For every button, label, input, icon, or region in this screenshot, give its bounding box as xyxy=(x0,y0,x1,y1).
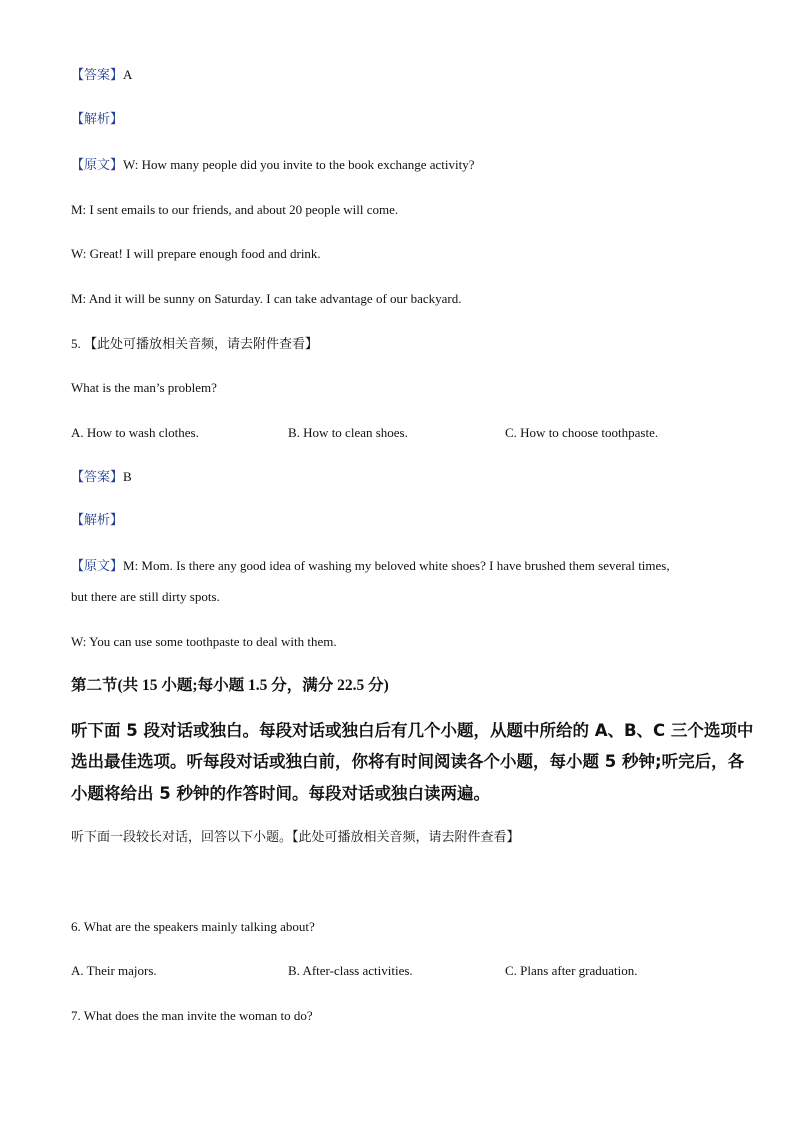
listening-intro: 听下面一段较长对话，回答以下小题。【此处可播放相关音频，请去附件查看】 xyxy=(71,830,520,845)
transcript-tag: 【原文】 xyxy=(71,158,124,173)
answer-tag: 【答案】 xyxy=(71,470,124,485)
instruction-line-3: 小题将给出 5 秒钟的作答时间。每段对话或独白读两遍。 xyxy=(71,784,490,803)
dialogue-line: W: Great! I will prepare enough food and drink. xyxy=(71,246,321,261)
dialogue-line: W: You can use some toothpaste to deal with them. xyxy=(71,634,337,649)
analysis-tag-2: 【解析】 xyxy=(71,513,124,528)
answer-value: A xyxy=(123,67,133,82)
transcript-text: M: Mom. Is there any good idea of washing my beloved white shoes? I have brushed them several times, xyxy=(123,558,670,573)
answer-4-line xyxy=(71,66,132,85)
answer-tag: 【答案】 xyxy=(71,68,124,83)
answer-value: B xyxy=(123,469,132,484)
dialogue-line: M: And it will be sunny on Saturday. I can take advantage of our backyard. xyxy=(71,291,462,306)
instruction-line-1: 听下面 5 段对话或独白。每段对话或独白后有几个小题，从题中所给的 A、B、C 三个选项中 xyxy=(71,721,754,740)
transcript-text: W: How many people did you invite to the book exchange activity? xyxy=(123,157,475,172)
option-c[interactable]: C. How to choose toothpaste. xyxy=(505,425,659,440)
question-6-text: 6. What are the speakers mainly talking about? xyxy=(71,919,315,934)
instruction-line-2: 选出最佳选项。听每段对话或独白前，你将有时间阅读各个小题，每小题 5 秒钟;听完后，各 xyxy=(71,752,745,771)
answer-5-line xyxy=(71,468,132,487)
option-b[interactable]: B. After-class activities. xyxy=(288,963,413,978)
option-c[interactable]: C. Plans after graduation. xyxy=(505,963,638,978)
transcript-2-line xyxy=(71,557,670,576)
question-5-text: What is the man’s problem? xyxy=(71,380,217,395)
section-2-heading: 第二节(共 15 小题;每小题 1.5 分，满分 22.5 分) xyxy=(71,677,389,694)
option-b[interactable]: B. How to clean shoes. xyxy=(288,425,408,440)
transcript-tag: 【原文】 xyxy=(71,559,124,574)
question-5-line xyxy=(71,335,318,354)
transcript-1-line xyxy=(71,156,475,175)
transcript-2-continued: but there are still dirty spots. xyxy=(71,589,220,604)
option-a[interactable]: A. Their majors. xyxy=(71,963,157,978)
audio-note[interactable]: 【此处可播放相关音频，请去附件查看】 xyxy=(84,337,319,352)
question-7-text: 7. What does the man invite the woman to do? xyxy=(71,1008,313,1023)
analysis-tag-1: 【解析】 xyxy=(71,112,124,127)
question-number: 5. xyxy=(71,336,84,351)
option-a[interactable]: A. How to wash clothes. xyxy=(71,425,199,440)
dialogue-line: M: I sent emails to our friends, and about 20 people will come. xyxy=(71,202,399,217)
